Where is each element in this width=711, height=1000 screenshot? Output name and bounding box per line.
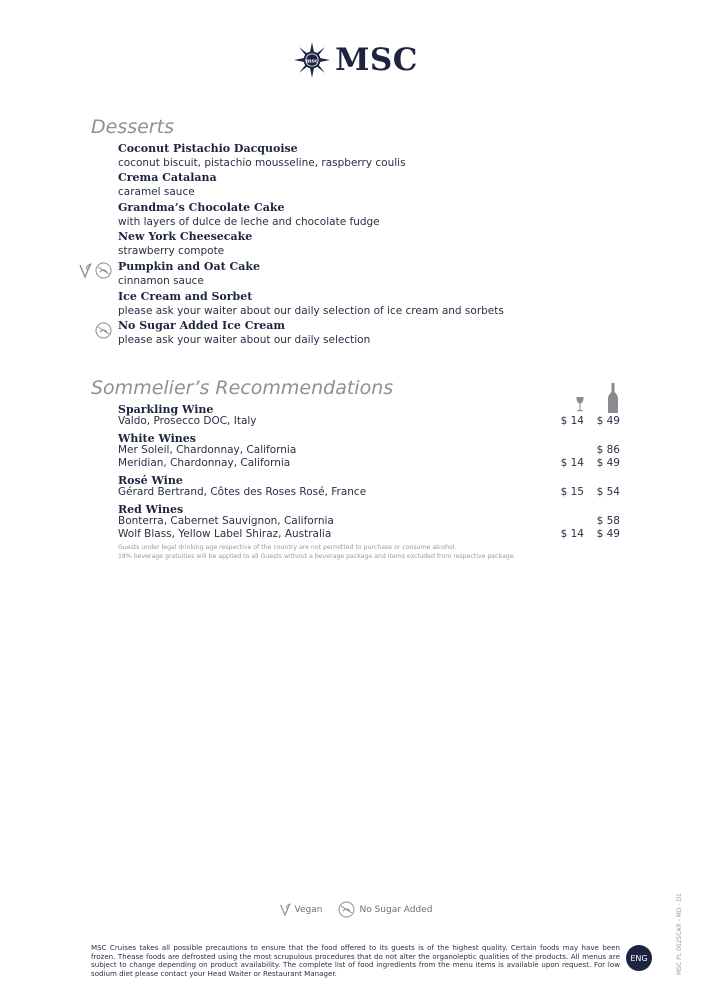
dessert-name: New York Cheesecake	[118, 230, 253, 243]
food-disclaimer: MSC Cruises takes all possible precautions to ensure that the food offered to its guests is of the highest quality. Certain foods may have been frozen. Thease foods are defrosted using the most scrupulous procedures that do not alter the organoleptic qualities of the products. All menus are subject to change depending on product availability. The complete list of food ingredients from the menu items is available upon request. For low sodium diet please contact your Head Waiter or Restaurant Manager.	[91, 943, 620, 979]
dessert-item	[118, 230, 252, 258]
diet-icons	[78, 262, 112, 279]
language-badge: ENG	[626, 945, 652, 971]
dessert-description: with layers of dulce de leche and chocolate fudge	[118, 216, 380, 228]
legend-vegan-label: Vegan	[294, 904, 323, 915]
dessert-item	[118, 260, 260, 288]
dessert-item	[118, 171, 217, 199]
wine-glass-price: $ 14	[560, 457, 584, 469]
wine-glass-price: $ 14	[560, 415, 584, 427]
dessert-item	[118, 319, 370, 347]
brand-name: MSC	[335, 42, 418, 78]
wine-label: Meridian, Chardonnay, California	[118, 457, 291, 469]
wine-bottle-price: $ 54	[596, 486, 620, 498]
sommelier-title: Sommelier’s Recommendations	[91, 377, 394, 399]
dessert-name: Pumpkin and Oat Cake	[118, 260, 260, 273]
wine-glass-price: $ 14	[560, 528, 584, 540]
dessert-name: Coconut Pistachio Dacquoise	[118, 142, 298, 155]
dessert-description: please ask your waiter about our daily selection of ice cream and sorbets	[118, 305, 504, 317]
wine-category: Red Wines	[118, 503, 184, 516]
wine-row	[118, 528, 620, 541]
wine-label: Valdo, Prosecco DOC, Italy	[118, 415, 257, 427]
menu-code: MSC PL 0025CAR - MD - D1	[676, 893, 683, 975]
wine-label: Bonterra, Cabernet Sauvignon, California	[118, 515, 334, 527]
dessert-name: No Sugar Added Ice Cream	[118, 319, 286, 332]
dessert-description: caramel sauce	[118, 186, 195, 198]
no-sugar-icon	[95, 322, 112, 339]
wine-bottle-price: $ 86	[596, 444, 620, 456]
legend-vegan	[279, 903, 323, 917]
wine-row	[118, 515, 620, 528]
dessert-description: coconut biscuit, pistachio mousseline, raspberry coulis	[118, 157, 406, 169]
diet-icons	[95, 322, 112, 339]
dessert-description: strawberry compote	[118, 245, 225, 257]
wine-category: Sparkling Wine	[118, 403, 214, 416]
wine-bottle-icon	[607, 383, 619, 413]
svg-text:msc: msc	[305, 58, 319, 65]
wine-row	[118, 444, 620, 457]
no-sugar-icon	[95, 262, 112, 279]
wine-row	[118, 457, 620, 470]
gratuity-note: 18% beverage gratuities will be applied to all Guests without a beverage package and items excluded from respective package.	[118, 553, 516, 560]
wine-category: Rosé Wine	[118, 474, 183, 487]
legend-no-sugar-label: No Sugar Added	[359, 904, 433, 915]
compass-rose-icon	[293, 41, 331, 79]
dessert-name: Crema Catalana	[118, 171, 217, 184]
alcohol-age-note: Guests under legal drinking age respective of the country are not permitted to purchase or consume alcohol.	[118, 544, 457, 551]
no-sugar-icon	[338, 901, 355, 918]
wine-label: Wolf Blass, Yellow Label Shiraz, Australia	[118, 528, 332, 540]
wine-bottle-price: $ 49	[596, 415, 620, 427]
dessert-item	[118, 290, 504, 318]
wine-category: White Wines	[118, 432, 196, 445]
diet-legend	[0, 901, 711, 918]
wine-glass-icon	[575, 396, 585, 413]
dessert-item	[118, 142, 406, 170]
wine-bottle-price: $ 49	[596, 457, 620, 469]
dessert-name: Ice Cream and Sorbet	[118, 290, 253, 303]
vegan-leaf-icon	[78, 263, 92, 279]
wine-bottle-price: $ 58	[596, 515, 620, 527]
vegan-leaf-icon	[279, 903, 291, 917]
legend-no-sugar	[338, 901, 432, 918]
wine-label: Mer Soleil, Chardonnay, California	[118, 444, 297, 456]
wine-row	[118, 486, 620, 499]
dessert-description: please ask your waiter about our daily selection	[118, 334, 371, 346]
dessert-item	[118, 201, 380, 229]
wine-glass-price: $ 15	[560, 486, 584, 498]
dessert-description: cinnamon sauce	[118, 275, 204, 287]
wine-label: Gérard Bertrand, Côtes des Roses Rosé, France	[118, 486, 367, 498]
desserts-title: Desserts	[91, 116, 174, 138]
wine-row	[118, 415, 620, 428]
wine-bottle-price: $ 49	[596, 528, 620, 540]
msc-logo	[0, 41, 711, 79]
dessert-name: Grandma’s Chocolate Cake	[118, 201, 285, 214]
